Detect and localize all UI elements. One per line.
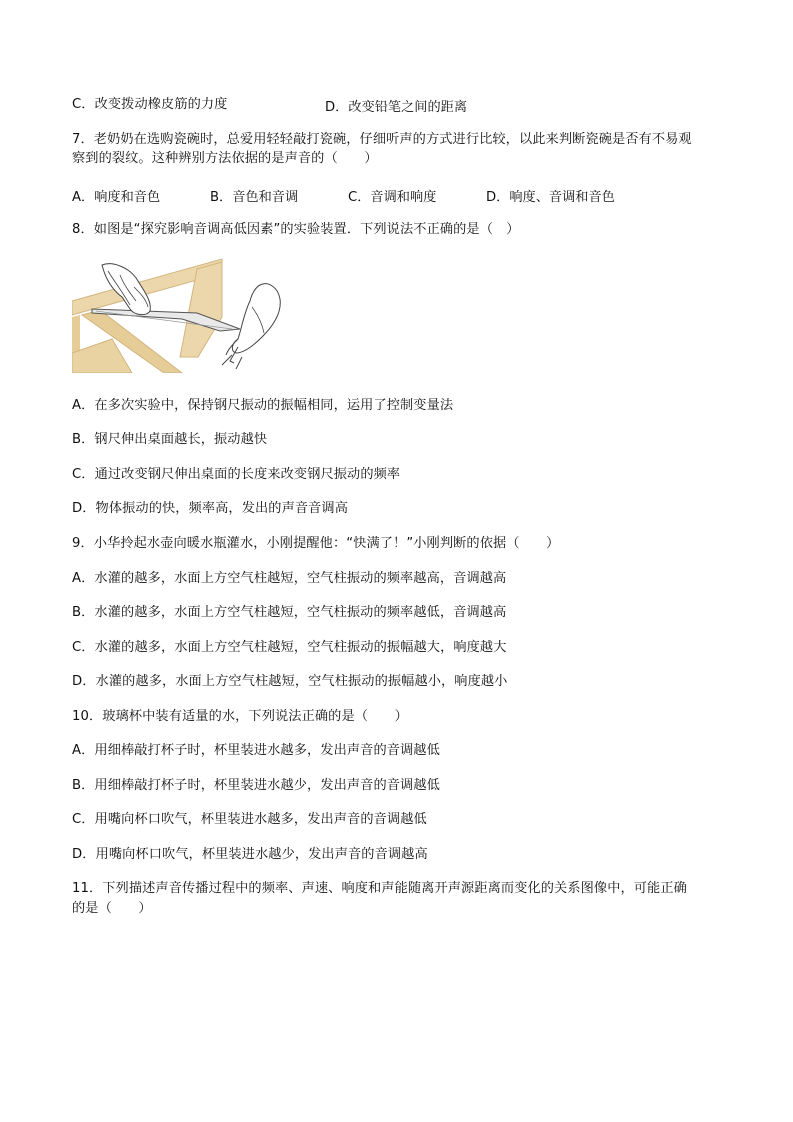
q7-option-a: A．响度和音色 <box>72 190 161 205</box>
q10-option-d: D．用嘴向杯口吹气，杯里装进水越少，发出声音的音调越高 <box>72 847 428 862</box>
q10-option-c: C．用嘴向杯口吹气，杯里装进水越多，发出声音的音调越低 <box>72 812 427 827</box>
ruler-on-table-icon <box>72 257 286 373</box>
q6-option-c: C．改变拨动橡皮筋的力度 <box>72 97 228 112</box>
q8-stem: 8．如图是“探究影响音调高低因素”的实验装置．下列说法不正确的是（ ） <box>72 222 520 237</box>
q6-option-d: D．改变铅笔之间的距离 <box>325 100 468 115</box>
q7-stem-line2: 察到的裂纹。这种辨别方法依据的是声音的（ ） <box>72 151 378 166</box>
q7-option-c: C．音调和响度 <box>348 190 437 205</box>
q11-stem-line1: 11．下列描述声音传播过程中的频率、声速、响度和声能随离开声源距离而变化的关系图像中，可能正确 <box>72 881 687 896</box>
q9-option-d: D．水灌的越多，水面上方空气柱越短，空气柱振动的振幅越小，响度越小 <box>72 674 508 689</box>
q9-option-a: A．水灌的越多，水面上方空气柱越短，空气柱振动的频率越高，音调越高 <box>72 571 507 586</box>
q9-option-c: C．水灌的越多，水面上方空气柱越短，空气柱振动的振幅越大，响度越大 <box>72 640 507 655</box>
q8-option-d: D．物体振动的快，频率高，发出的声音音调高 <box>72 501 349 516</box>
q10-option-b: B．用细棒敲打杯子时，杯里装进水越少，发出声音的音调越低 <box>72 778 440 793</box>
q10-stem: 10．玻璃杯中装有适量的水，下列说法正确的是（ ） <box>72 709 408 724</box>
ruler-experiment-figure <box>72 257 286 373</box>
q8-option-b: B．钢尺伸出桌面越长，振动越快 <box>72 432 268 447</box>
q8-option-a: A．在多次实验中，保持钢尺振动的振幅相同，运用了控制变量法 <box>72 398 454 413</box>
q7-option-d: D．响度、音调和音色 <box>486 190 615 205</box>
q9-stem: 9．小华拎起水壶向暖水瓶灌水，小刚提醒他：“快满了！”小刚判断的依据（ ） <box>72 536 560 551</box>
q8-option-c: C．通过改变钢尺伸出桌面的长度来改变钢尺振动的频率 <box>72 467 401 482</box>
q10-option-a: A．用细棒敲打杯子时，杯里装进水越多，发出声音的音调越低 <box>72 743 440 758</box>
q7-option-b: B．音色和音调 <box>210 190 299 205</box>
q7-stem-line1: 7．老奶奶在选购瓷碗时，总爱用轻轻敲打瓷碗，仔细听声的方式进行比较，以此来判断瓷碗是否有不易观 <box>72 132 692 147</box>
q9-option-b: B．水灌的越多，水面上方空气柱越短，空气柱振动的频率越低，音调越高 <box>72 605 507 620</box>
q11-stem-line2: 的是（ ） <box>72 901 152 916</box>
